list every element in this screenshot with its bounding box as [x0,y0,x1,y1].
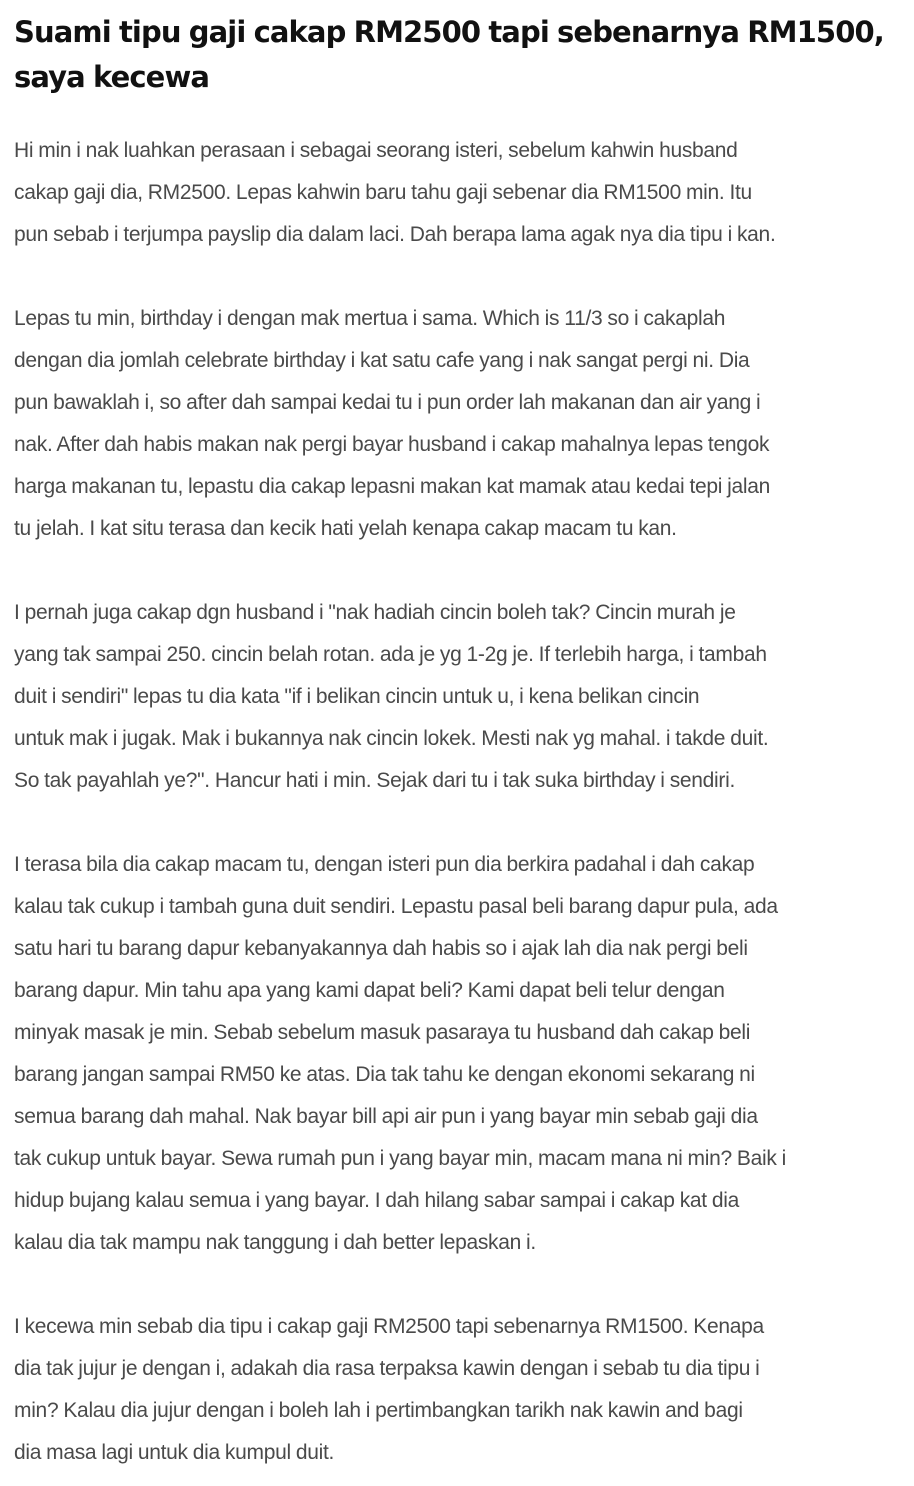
paragraph-conclusion [14,1306,764,1474]
paragraph-line: I kecewa min sebab dia tipu i cakap gaji RM2500 tapi sebenarnya RM1500. Kenapa [14,1315,764,1338]
paragraph-line: duit i sendiri" lepas tu dia kata "if i belikan cincin untuk u, i kena belikan cincin [14,685,700,708]
paragraph-line: satu hari tu barang dapur kebanyakannya dah habis so i ajak lah dia nak pergi beli [14,937,748,960]
title-line: saya kecewa [14,60,210,94]
paragraph-line: pun sebab i terjumpa payslip dia dalam laci. Dah berapa lama agak nya dia tipu i kan. [14,223,776,246]
paragraph-line: I terasa bila dia cakap macam tu, dengan isteri pun dia berkira padahal i dah cakap [14,853,755,876]
paragraph-line: dia tak jujur je dengan i, adakah dia rasa terpaksa kawin dengan i sebab tu dia tipu i [14,1357,760,1380]
paragraph-line: yang tak sampai 250. cincin belah rotan. ada je yg 1-2g je. If terlebih harga, i tambah [14,643,767,666]
paragraph-line: harga makanan tu, lepastu dia cakap lepasni makan kat mamak atau kedai tepi jalan [14,475,771,498]
title-line: Suami tipu gaji cakap RM2500 tapi sebenarnya RM1500, [14,15,884,49]
paragraph-line: So tak payahlah ye?". Hancur hati i min. Sejak dari tu i tak suka birthday i sendiri. [14,769,736,792]
paragraph-line: min? Kalau dia jujur dengan i boleh lah i pertimbangkan tarikh nak kawin and bagi [14,1399,743,1422]
paragraph-line: semua barang dah mahal. Nak bayar bill api air pun i yang bayar min sebab gaji dia [14,1105,758,1128]
paragraph-line: kalau tak cukup i tambah guna duit sendiri. Lepastu pasal beli barang dapur pula, ada [14,895,778,918]
paragraph-groceries [14,844,786,1264]
paragraph-line: Lepas tu min, birthday i dengan mak mertua i sama. Which is 11/3 so i cakaplah [14,307,726,330]
paragraph-line: hidup bujang kalau semua i yang bayar. I dah hilang sabar sampai i cakap kat dia [14,1189,739,1212]
paragraph-line: tu jelah. I kat situ terasa dan kecik hati yelah kenapa cakap macam tu kan. [14,517,677,540]
article-title [14,10,904,100]
paragraph-line: kalau dia tak mampu nak tanggung i dah better lepaskan i. [14,1231,536,1254]
paragraph-line: I pernah juga cakap dgn husband i "nak hadiah cincin boleh tak? Cincin murah je [14,601,736,624]
paragraph-line: pun bawaklah i, so after dah sampai kedai tu i pun order lah makanan dan air yang i [14,391,761,414]
paragraph-line: dengan dia jomlah celebrate birthday i kat satu cafe yang i nak sangat pergi ni. Dia [14,349,750,372]
paragraph-line: cakap gaji dia, RM2500. Lepas kahwin baru tahu gaji sebenar dia RM1500 min. Itu [14,181,752,204]
paragraph-line: Hi min i nak luahkan perasaan i sebagai seorang isteri, sebelum kahwin husband [14,139,738,162]
paragraph-line: barang dapur. Min tahu apa yang kami dapat beli? Kami dapat beli telur dengan [14,979,725,1002]
paragraph-birthday [14,298,770,550]
article [14,0,904,1464]
paragraph-line: untuk mak i jugak. Mak i bukannya nak cincin lokek. Mesti nak yg mahal. i takde duit. [14,727,769,750]
paragraph-line: dia masa lagi untuk dia kumpul duit. [14,1441,335,1464]
paragraph-line: minyak masak je min. Sebab sebelum masuk pasaraya tu husband dah cakap beli [14,1021,751,1044]
paragraph-line: tak cukup untuk bayar. Sewa rumah pun i yang bayar min, macam mana ni min? Baik i [14,1147,786,1170]
paragraph-line: barang jangan sampai RM50 ke atas. Dia tak tahu ke dengan ekonomi sekarang ni [14,1063,755,1086]
paragraph-intro [14,130,775,256]
paragraph-line: nak. After dah habis makan nak pergi bayar husband i cakap mahalnya lepas tengok [14,433,770,456]
paragraph-ring [14,592,768,802]
